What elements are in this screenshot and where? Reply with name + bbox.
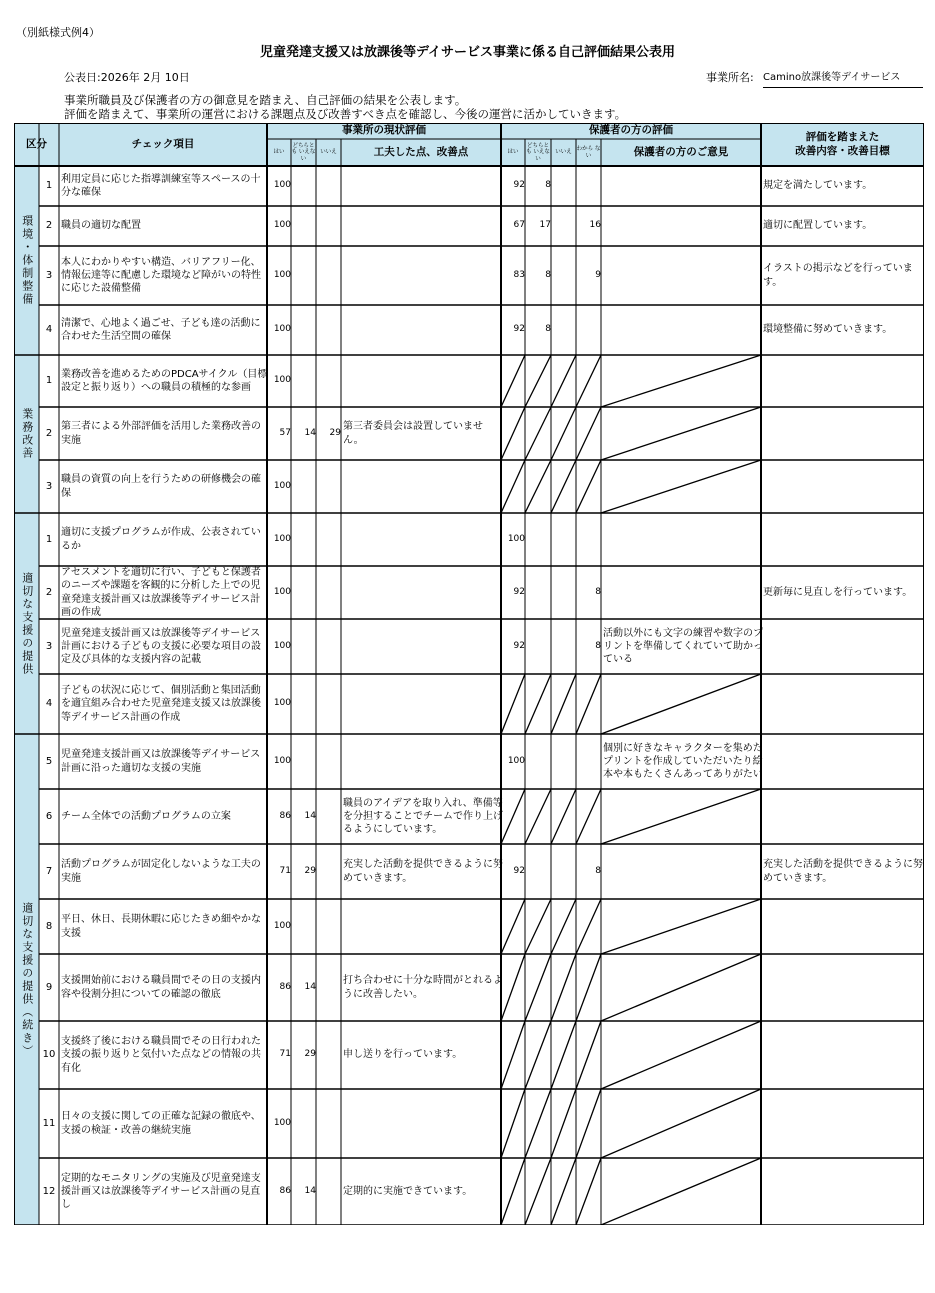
staff-no-value: [316, 899, 344, 954]
staff-yes-value: 100: [273, 480, 291, 491]
header-staff-no: いいえ: [320, 149, 337, 156]
guardian-neither-value: [525, 513, 554, 566]
guardian-neither-value: 8: [545, 269, 551, 280]
staff-no-value: [316, 674, 344, 734]
staff-no-value: [316, 954, 344, 1021]
staff-neither-value: 29: [304, 865, 316, 876]
staff-no-value: [316, 166, 344, 206]
staff-note: [341, 674, 505, 734]
improvement-text: 環境整備に努めていきます。: [763, 324, 893, 336]
header-guardian-no: いいえ: [555, 149, 572, 156]
guardian-unknown-value: [576, 1021, 604, 1089]
staff-yes-value: 100: [273, 586, 291, 597]
staff-neither-value: [291, 566, 319, 619]
guardian-opinion: [601, 206, 765, 246]
guardian-unknown-value: [576, 355, 604, 407]
improvement-text: [761, 674, 928, 734]
guardian-neither-value: [525, 407, 554, 460]
staff-neither-value: 14: [304, 1185, 316, 1196]
guardian-neither-value: [525, 1158, 554, 1225]
guardian-neither-value: [525, 460, 554, 513]
staff-no-value: 29: [329, 427, 341, 438]
guardian-no-value: [551, 513, 579, 566]
staff-no-value: [316, 206, 344, 246]
guardian-neither-value: 17: [539, 220, 551, 231]
guardian-unknown-value: [576, 166, 604, 206]
check-item-text: 日々の支援に関しての正確な記録の徹底や、支援の検証・改善の継続実施: [61, 1111, 261, 1136]
header-staff-notes: 工夫した点、改善点: [373, 145, 469, 158]
document-title: 児童発達支援又は放課後等デイサービス事業に係る自己評価結果公表用: [259, 45, 676, 60]
guardian-no-value: [551, 899, 579, 954]
guardian-yes-value: [501, 789, 528, 844]
guardian-opinion: [601, 355, 765, 407]
guardian-no-value: [551, 355, 579, 407]
guardian-yes-value: [501, 674, 528, 734]
staff-neither-value: 14: [304, 981, 316, 992]
guardian-unknown-value: [576, 1158, 604, 1225]
improvement-text: [761, 789, 928, 844]
row-number: 3: [45, 480, 53, 492]
guardian-neither-value: [525, 566, 554, 619]
row-number: 4: [45, 698, 53, 710]
staff-note: [341, 566, 505, 619]
guardian-opinion: [601, 246, 765, 305]
check-item-text: 本人にわかりやすい構造、バリアフリー化、情報伝達等に配慮した環境など障がいの特性に応じた設備整備: [61, 256, 261, 295]
staff-neither-value: [291, 460, 319, 513]
guardian-neither-value: [525, 619, 554, 674]
staff-note: 打ち合わせに十分な時間がとれるように改善したい。: [343, 975, 503, 1000]
staff-no-value: [316, 1089, 344, 1158]
guardian-unknown-value: [576, 1089, 604, 1158]
guardian-neither-value: 8: [545, 180, 551, 191]
staff-neither-value: [291, 246, 319, 305]
intro-line-2: 評価を踏まえて、事業所の運営における課題点及び改善すべき点を確認し、今後の運営に活かしていきます。: [64, 107, 627, 121]
staff-neither-value: [291, 305, 319, 355]
row-number: 2: [45, 586, 53, 598]
staff-yes-value: 100: [273, 1117, 291, 1128]
header-guardian-neither: どちらとも いえな い: [526, 143, 550, 162]
guardian-unknown-value: [576, 407, 604, 460]
staff-no-value: [316, 619, 344, 674]
staff-neither-value: [291, 513, 319, 566]
check-item-text: 児童発達支援計画又は放課後等デイサービス計画に沿った適切な支援の実施: [61, 749, 261, 774]
staff-no-value: [316, 566, 344, 619]
guardian-opinion: [601, 407, 765, 460]
improvement-text: 規定を満たしています。: [763, 180, 873, 192]
staff-no-value: [316, 734, 344, 789]
check-item-text: 児童発達支援計画又は放課後等デイサービス計画における子どもの支援に必要な項目の設定及び具体的な支援内容の記載: [61, 627, 261, 666]
intro-line-1: 事業所職員及び保護者の方の御意見を踏まえ、自己評価の結果を公表します。: [64, 93, 467, 107]
guardian-unknown-value: [576, 789, 604, 844]
row-number: 5: [45, 755, 53, 767]
check-item-text: 職員の適切な配置: [61, 220, 141, 232]
staff-neither-value: 29: [304, 1049, 316, 1060]
guardian-neither-value: [525, 954, 554, 1021]
staff-neither-value: [291, 206, 319, 246]
guardian-neither-value: [525, 1021, 554, 1089]
staff-note: [341, 355, 505, 407]
check-item-text: 定期的なモニタリングの実施及び児童発達支援計画又は放課後等デイサービス計画の見直し: [61, 1172, 261, 1211]
check-item-text: 平日、休日、長期休暇に応じたきめ細やかな支援: [61, 914, 261, 939]
improvement-text: [761, 1158, 928, 1225]
guardian-unknown-value: [576, 899, 604, 954]
improvement-text: [761, 899, 928, 954]
improvement-text: イラストの掲示などを行っています。: [763, 263, 913, 288]
improvement-text: [761, 460, 928, 513]
guardian-no-value: [551, 246, 579, 305]
check-item-text: 利用定員に応じた指導訓練室等スペースの十分な確保: [61, 173, 261, 198]
staff-note: 第三者委員会は設置していません。: [343, 421, 483, 446]
improvement-text: [761, 1089, 928, 1158]
guardian-unknown-value: 16: [589, 220, 601, 231]
staff-yes-value: 100: [273, 269, 291, 280]
guardian-neither-value: [525, 899, 554, 954]
staff-yes-value: 86: [279, 1185, 291, 1196]
guardian-yes-value: 100: [507, 755, 525, 766]
header-guardian-opinions: 保護者の方のご意見: [633, 145, 729, 158]
row-number: 10: [42, 1049, 56, 1061]
staff-yes-value: 100: [273, 698, 291, 709]
guardian-yes-value: 67: [513, 220, 525, 231]
staff-yes-value: 86: [279, 810, 291, 821]
guardian-yes-value: 92: [513, 640, 525, 651]
guardian-no-value: [551, 206, 579, 246]
check-item-text: 支援開始前における職員間でその日の支援内容や役割分担についての確認の徹底: [61, 975, 261, 1000]
header-check-item: チェック項目: [131, 137, 195, 150]
header-staff-evaluation: 事業所の現状評価: [342, 124, 426, 137]
improvement-text: [761, 734, 928, 789]
improvement-text: 適切に配置しています。: [763, 220, 873, 232]
guardian-opinion: [601, 954, 765, 1021]
guardian-opinion: 個別に好きなキャラクターを集めたプリントを作成していただいたり絵本や本もたくさんあってありがたい: [603, 742, 763, 781]
guardian-unknown-value: 8: [595, 640, 601, 651]
guardian-neither-value: [525, 844, 554, 899]
staff-note: [341, 1089, 505, 1158]
header-guardian-evaluation: 保護者の方の評価: [589, 124, 673, 137]
staff-no-value: [316, 460, 344, 513]
staff-note: [341, 246, 505, 305]
staff-no-value: [316, 844, 344, 899]
guardian-opinion: [601, 844, 765, 899]
guardian-opinion: [601, 899, 765, 954]
office-label: 事業所名:: [706, 71, 754, 84]
published-date: 公表日:2026年 2月 10日: [64, 71, 190, 84]
header-improvement: 評価を踏まえた 改善内容・改善目標: [795, 130, 890, 157]
staff-note: [341, 305, 505, 355]
guardian-opinion: [601, 1021, 765, 1089]
staff-neither-value: [291, 734, 319, 789]
staff-note: [341, 734, 505, 789]
guardian-no-value: [551, 954, 579, 1021]
guardian-no-value: [551, 407, 579, 460]
guardian-opinion: [601, 513, 765, 566]
guardian-yes-value: [501, 407, 528, 460]
guardian-no-value: [551, 619, 579, 674]
guardian-no-value: [551, 844, 579, 899]
row-number: 4: [45, 324, 53, 336]
staff-yes-value: 100: [273, 640, 291, 651]
row-number: 11: [42, 1117, 56, 1129]
guardian-yes-value: [501, 1089, 528, 1158]
row-number: 2: [45, 427, 53, 439]
staff-note: [341, 619, 505, 674]
row-number: 1: [45, 375, 53, 387]
staff-no-value: [316, 789, 344, 844]
check-item-text: 第三者による外部評価を活用した業務改善の実施: [61, 421, 261, 446]
staff-yes-value: 100: [273, 180, 291, 191]
guardian-unknown-value: [576, 674, 604, 734]
check-item-text: チーム全体での活動プログラムの立案: [61, 810, 231, 822]
header-guardian-yes: はい: [507, 149, 519, 156]
guardian-opinion: [601, 789, 765, 844]
guardian-yes-value: 83: [513, 269, 525, 280]
guardian-no-value: [551, 789, 579, 844]
guardian-opinion: [601, 1089, 765, 1158]
row-number: 8: [45, 920, 53, 932]
improvement-text: 更新毎に見直しを行っています。: [763, 586, 913, 598]
staff-yes-value: 71: [279, 1049, 291, 1060]
staff-yes-value: 100: [273, 324, 291, 335]
guardian-no-value: [551, 1158, 579, 1225]
staff-note: [341, 513, 505, 566]
staff-no-value: [316, 1158, 344, 1225]
check-item-text: 適切に支援プログラムが作成、公表されているか: [61, 527, 261, 552]
guardian-no-value: [551, 1021, 579, 1089]
guardian-opinion: [601, 566, 765, 619]
guardian-unknown-value: 8: [595, 865, 601, 876]
guardian-neither-value: [525, 355, 554, 407]
row-number: 1: [45, 533, 53, 545]
row-number: 3: [45, 269, 53, 281]
guardian-opinion: [601, 674, 765, 734]
staff-no-value: [316, 355, 344, 407]
guardian-unknown-value: [576, 734, 604, 789]
header-category: 区分: [26, 137, 47, 150]
improvement-text: [761, 1021, 928, 1089]
guardian-no-value: [551, 674, 579, 734]
staff-neither-value: [291, 674, 319, 734]
section-label: 業務改善: [20, 408, 34, 460]
guardian-opinion: [601, 305, 765, 355]
staff-note: 申し送りを行っています。: [343, 1049, 463, 1061]
staff-neither-value: [291, 166, 319, 206]
guardian-no-value: [551, 305, 579, 355]
check-item-text: 子どもの状況に応じて、個別活動と集団活動を適宜組み合わせた児童発達支援又は放課後等デイサービス計画の作成: [61, 685, 261, 723]
row-number: 7: [45, 865, 53, 877]
staff-neither-value: [291, 355, 319, 407]
staff-no-value: [316, 513, 344, 566]
row-number: 1: [45, 180, 53, 192]
guardian-yes-value: 92: [513, 324, 525, 335]
improvement-text: [761, 513, 928, 566]
guardian-unknown-value: [576, 513, 604, 566]
staff-note: 職員のアイデアを取り入れ、準備等を分担することでチームで作り上げるようにしています。: [343, 797, 503, 836]
section-label: 適切な支援の提供（続き）: [20, 901, 34, 1058]
guardian-unknown-value: [576, 460, 604, 513]
office-name: Camino放課後等デイサービス: [763, 68, 923, 88]
staff-neither-value: 14: [304, 427, 316, 438]
guardian-no-value: [551, 1089, 579, 1158]
guardian-no-value: [551, 460, 579, 513]
staff-neither-value: [291, 899, 319, 954]
guardian-yes-value: [501, 899, 528, 954]
staff-note: 定期的に実施できています。: [343, 1185, 473, 1197]
staff-no-value: [316, 1021, 344, 1089]
guardian-yes-value: [501, 1021, 528, 1089]
guardian-yes-value: [501, 355, 528, 407]
guardian-yes-value: [501, 954, 528, 1021]
guardian-neither-value: [525, 734, 554, 789]
check-item-text: 支援終了後における職員間でその日行われた支援の振り返りと気付いた点などの情報の共有化: [61, 1036, 261, 1074]
staff-note: 充実した活動を提供できるように努めていきます。: [343, 859, 503, 884]
check-item-text: 活動プログラムが固定化しないような工夫の実施: [61, 859, 261, 884]
improvement-text: 充実した活動を提供できるように努めていきます。: [763, 859, 923, 884]
staff-yes-value: 71: [279, 865, 291, 876]
guardian-opinion: [601, 460, 765, 513]
staff-yes-value: 57: [279, 427, 291, 438]
staff-neither-value: 14: [304, 810, 316, 821]
improvement-text: [761, 407, 928, 460]
staff-yes-value: 100: [273, 220, 291, 231]
staff-note: [341, 206, 505, 246]
guardian-opinion: [601, 1158, 765, 1225]
guardian-yes-value: 92: [513, 865, 525, 876]
guardian-opinion: [601, 166, 765, 206]
guardian-neither-value: [525, 789, 554, 844]
staff-yes-value: 100: [273, 375, 291, 386]
guardian-unknown-value: 9: [595, 269, 601, 280]
guardian-neither-value: 8: [545, 324, 551, 335]
row-number: 2: [45, 220, 53, 232]
staff-neither-value: [291, 619, 319, 674]
guardian-unknown-value: [576, 305, 604, 355]
header-guardian-unknown: わから ない: [576, 146, 601, 159]
staff-yes-value: 100: [273, 755, 291, 766]
staff-no-value: [316, 305, 344, 355]
guardian-opinion: 活動以外にも文字の練習や数字のプリントを準備してくれていて助かっている: [603, 627, 763, 666]
guardian-unknown-value: 8: [595, 586, 601, 597]
guardian-yes-value: 100: [507, 533, 525, 544]
header-staff-yes: はい: [273, 149, 285, 156]
guardian-no-value: [551, 566, 579, 619]
staff-yes-value: 100: [273, 533, 291, 544]
guardian-no-value: [551, 166, 579, 206]
staff-neither-value: [291, 1089, 319, 1158]
staff-note: [341, 166, 505, 206]
check-item-text: アセスメントを適切に行い、子どもと保護者のニーズや課題を客観的に分析した上での児童発達支援計画又は放課後等デイサービス計画の作成: [61, 567, 261, 618]
check-item-text: 業務改善を進めるためのPDCAサイクル（目標設定と振り返り）への職員の積極的な参画: [61, 368, 268, 393]
staff-note: [341, 460, 505, 513]
row-number: 6: [45, 810, 53, 822]
guardian-neither-value: [525, 1089, 554, 1158]
guardian-yes-value: 92: [513, 586, 525, 597]
staff-note: [341, 899, 505, 954]
improvement-text: [761, 355, 928, 407]
improvement-text: [761, 954, 928, 1021]
staff-yes-value: 100: [273, 920, 291, 931]
section-label: 環境・体制整備: [20, 215, 34, 306]
guardian-neither-value: [525, 674, 554, 734]
form-label: （別紙様式例4）: [16, 26, 100, 39]
header-staff-neither: どちらとも いえな い: [291, 143, 316, 162]
section-label: 適切な支援の提供: [20, 571, 34, 676]
check-item-text: 清潔で、心地よく過ごせ、子ども達の活動に合わせた生活空間の確保: [61, 317, 261, 342]
row-number: 12: [42, 1185, 56, 1197]
guardian-yes-value: 92: [513, 180, 525, 191]
guardian-yes-value: [501, 1158, 528, 1225]
row-number: 3: [45, 640, 53, 652]
check-item-text: 職員の資質の向上を行うための研修機会の確保: [61, 474, 261, 499]
staff-yes-value: 86: [279, 981, 291, 992]
staff-no-value: [316, 246, 344, 305]
evaluation-table: [14, 123, 924, 1225]
guardian-yes-value: [501, 460, 528, 513]
row-number: 9: [45, 981, 53, 993]
guardian-unknown-value: [576, 954, 604, 1021]
improvement-text: [761, 619, 928, 674]
guardian-no-value: [551, 734, 579, 789]
